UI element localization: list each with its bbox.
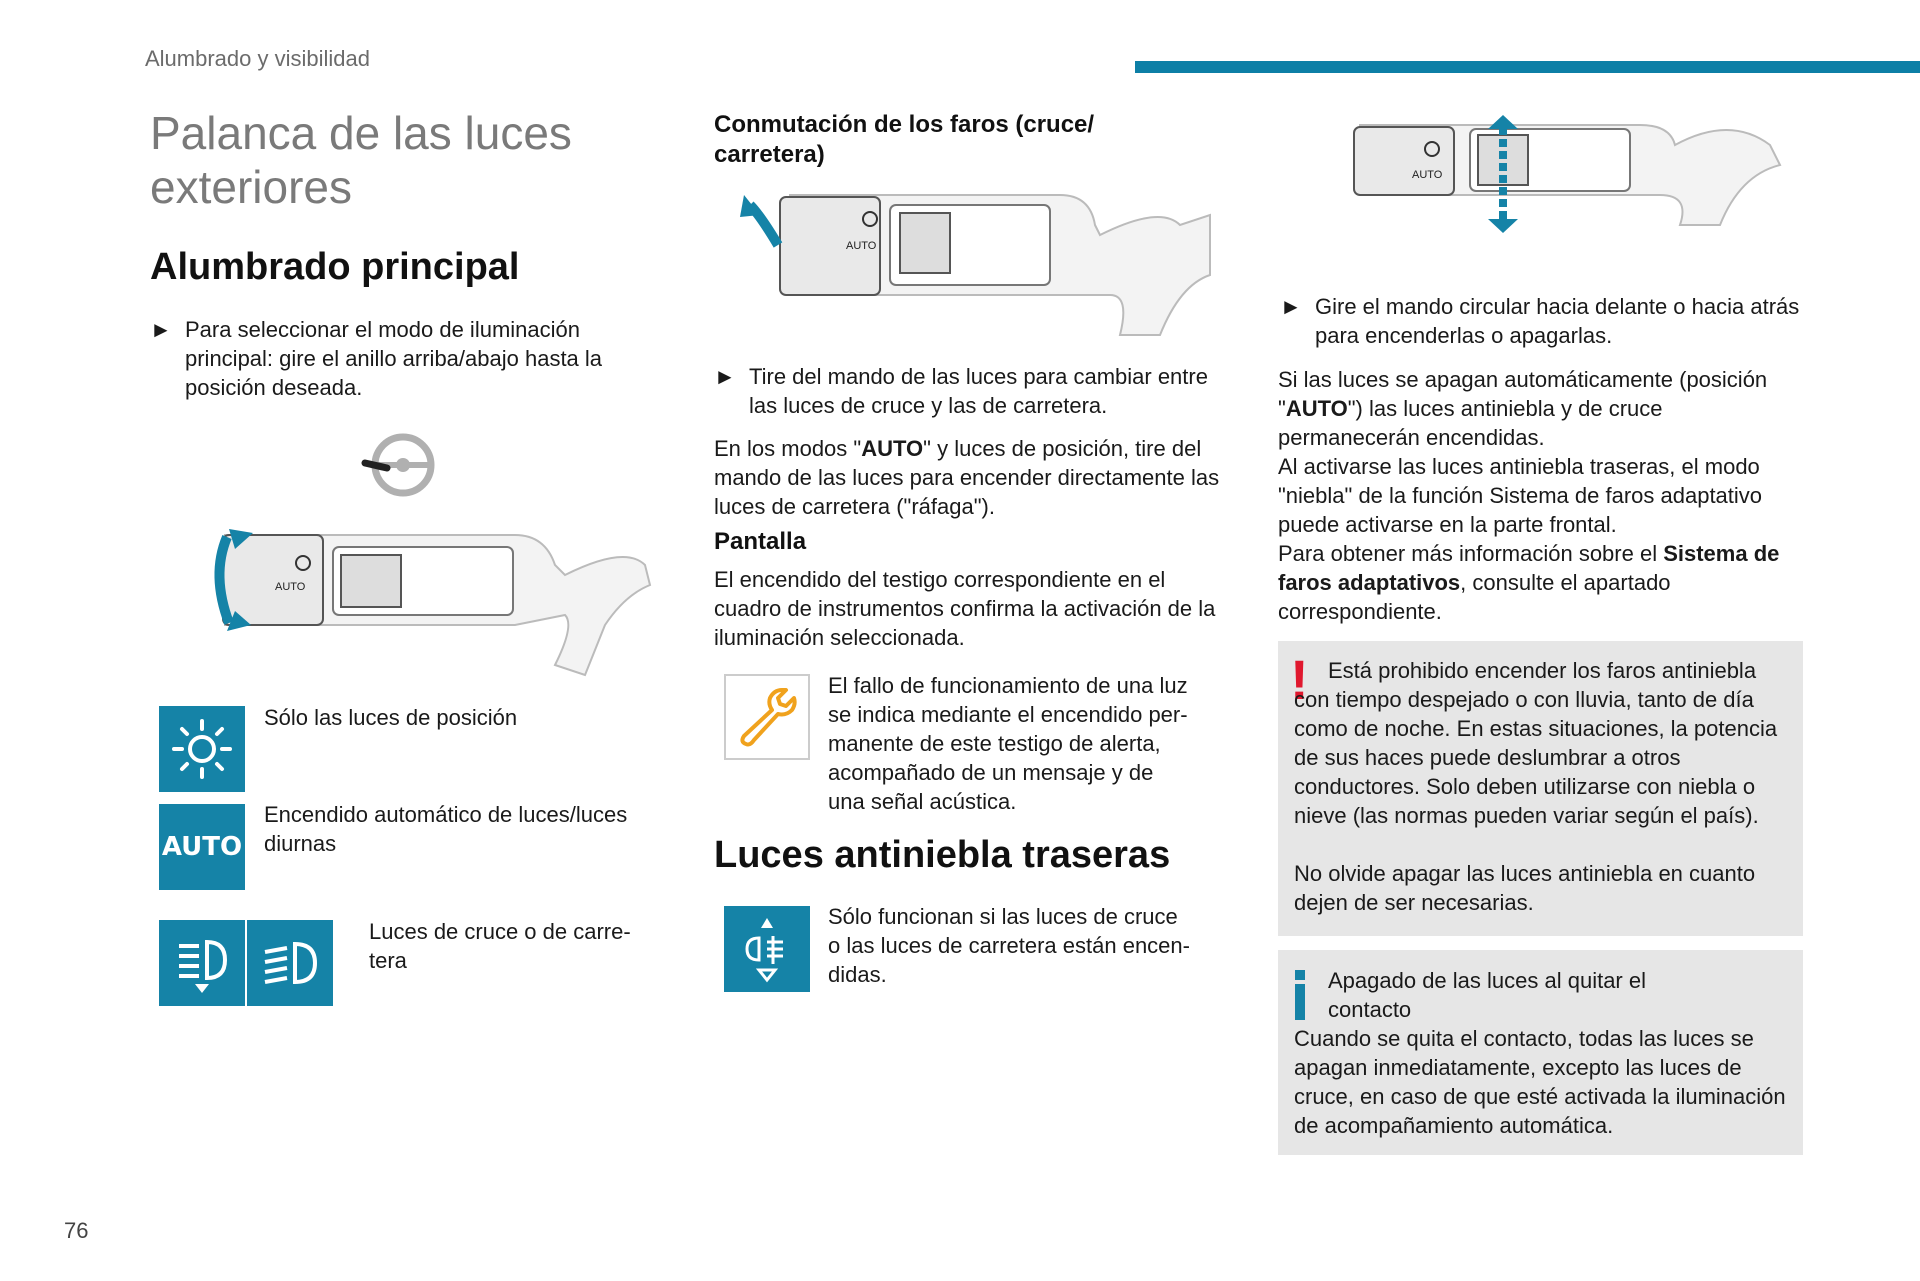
col3-para1-c: ") las luces antiniebla y de cruce permanecerán encendidas. <box>1278 396 1663 450</box>
heading-rear-fog: Luces antiniebla traseras <box>714 834 1171 876</box>
low-beam-icon <box>159 920 245 1006</box>
light-lever-ring-diagram <box>205 425 665 695</box>
col2-flash-text-c: " y luces de posición, tire del mando de las luces para encender directamente las luces de carretera ("ráfaga"). <box>714 436 1220 519</box>
col3-bullet <box>1280 292 1800 350</box>
col3-para3-c: , consulte el apartado correspondiente. <box>1278 570 1671 624</box>
legend-low-high-beam-line1: Luces de cruce o de carre- <box>369 919 631 944</box>
wrench-warning-line4: acompañado de un mensaje y de <box>828 760 1154 785</box>
col2-bullet-text: Tire del mando de las luces para cambiar entre las luces de cruce y las de carretera. <box>749 364 1208 418</box>
bullet-arrow-icon: ► <box>714 364 736 389</box>
page-title-line2: exteriores <box>150 161 352 213</box>
wrench-warning-text <box>828 671 1238 816</box>
rear-fog-line2: o las luces de carretera están encen- <box>828 933 1190 958</box>
wrench-warning-line5: una señal acústica. <box>828 789 1017 814</box>
wrench-warning-icon <box>724 674 810 760</box>
col3-para3-a: Para obtener más información sobre el <box>1278 541 1664 566</box>
col2-flash-auto: AUTO <box>861 436 924 461</box>
wrench-warning-line3: manente de este testigo de alerta, <box>828 731 1161 756</box>
legend-low-high-beam <box>369 917 669 975</box>
rear-fog-line1: Sólo funcionan si las luces de cruce <box>828 904 1178 929</box>
fog-warning-text: Está prohibido encender los faros antiniebla con tiempo despejado o con lluvia, tanto de día como de noche. En estas situaciones, la potencia de sus haces puede deslumbrar a otros conductores. Solo deben utilizarse con niebla o nieve (las normas pueden variar según el país). <box>1294 658 1778 828</box>
header-accent-bar <box>1135 61 1920 73</box>
info-i-icon <box>1294 970 1306 1020</box>
heading-beam-switching: Conmutación de los faros (cruce/ carretera) <box>714 111 1095 168</box>
col3-para3-bold: Sistema de faros adaptativos <box>1278 541 1780 595</box>
col1-bullet <box>150 315 670 402</box>
running-header: Alumbrado y visibilidad <box>145 46 370 71</box>
position-lights-icon <box>159 706 245 792</box>
auto-lights-icon <box>159 804 245 890</box>
page-number: 76 <box>64 1218 89 1243</box>
diagram-auto-label: AUTO <box>275 581 306 593</box>
info-box <box>1278 950 1803 1155</box>
rear-fog-light-icon <box>724 906 810 992</box>
rear-fog-text <box>828 902 1238 989</box>
fog-warning-text2: No olvide apagar las luces antiniebla en cuanto dejen de ser necesarias. <box>1294 861 1756 915</box>
bullet-arrow-icon: ► <box>1280 294 1302 319</box>
wrench-warning-line2: se indica mediante el encendido per- <box>828 702 1188 727</box>
rear-fog-line3: didas. <box>828 962 887 987</box>
high-beam-icon <box>247 920 333 1006</box>
legend-low-high-beam-line2: tera <box>369 948 407 973</box>
col1-bullet-text: Para seleccionar el modo de iluminación principal: gire el anillo arriba/abajo hasta la posición deseada. <box>185 317 603 400</box>
col2-bullet <box>714 362 1234 420</box>
col2-flash-text-a: En los modos " <box>714 436 862 461</box>
pantalla-text: El encendido del testigo correspondiente en el cuadro de instrumentos confirma la activación de la iluminación seleccionada. <box>714 567 1216 650</box>
heading-pantalla: Pantalla <box>714 528 807 555</box>
wrench-warning-line1: El fallo de funcionamiento de una luz <box>828 673 1188 698</box>
col3-para3 <box>1278 539 1808 626</box>
fog-warning-box <box>1278 641 1803 936</box>
col2-flash-paragraph <box>714 434 1234 521</box>
col3-paragraph <box>1278 365 1808 626</box>
info-title: Apagado de las luces al quitar el contacto <box>1328 968 1646 1022</box>
col3-para1-auto: AUTO <box>1285 396 1348 421</box>
steering-wheel-icon <box>365 437 431 493</box>
low-high-beam-icon <box>159 920 333 1006</box>
auto-icon-label: AUTO <box>161 832 243 862</box>
col3-para2: Al activarse las luces antiniebla traseras, el modo "niebla" de la función Sistema de faros adaptativo puede activarse en la parte frontal. <box>1278 454 1763 537</box>
light-lever-pull-diagram <box>740 185 1220 345</box>
col3-para1 <box>1278 365 1808 452</box>
diagram3-auto-label: AUTO <box>1412 169 1443 181</box>
diagram2-auto-label: AUTO <box>846 240 877 252</box>
page-title-line1: Palanca de las luces <box>150 107 572 159</box>
legend-auto-lights: Encendido automático de luces/luces diurnas <box>264 802 628 856</box>
col3-bullet-text: Gire el mando circular hacia delante o hacia atrás para encenderlas o apagarlas. <box>1315 294 1800 348</box>
heading-main-lighting: Alumbrado principal <box>150 246 520 288</box>
page-title <box>150 106 670 214</box>
info-text: Cuando se quita el contacto, todas las luces se apagan inmediatamente, excepto las luces de cruce, en caso de que esté activada la iluminación de acompañamiento automática. <box>1294 1026 1786 1138</box>
col3-para1-a: Si las luces se apagan automáticamente (posición " <box>1278 367 1768 421</box>
legend-position-lights: Sólo las luces de posición <box>264 705 518 730</box>
fog-ring-diagram <box>1340 115 1790 275</box>
bullet-arrow-icon: ► <box>150 317 172 342</box>
warning-exclamation-icon: ! <box>1290 648 1309 711</box>
